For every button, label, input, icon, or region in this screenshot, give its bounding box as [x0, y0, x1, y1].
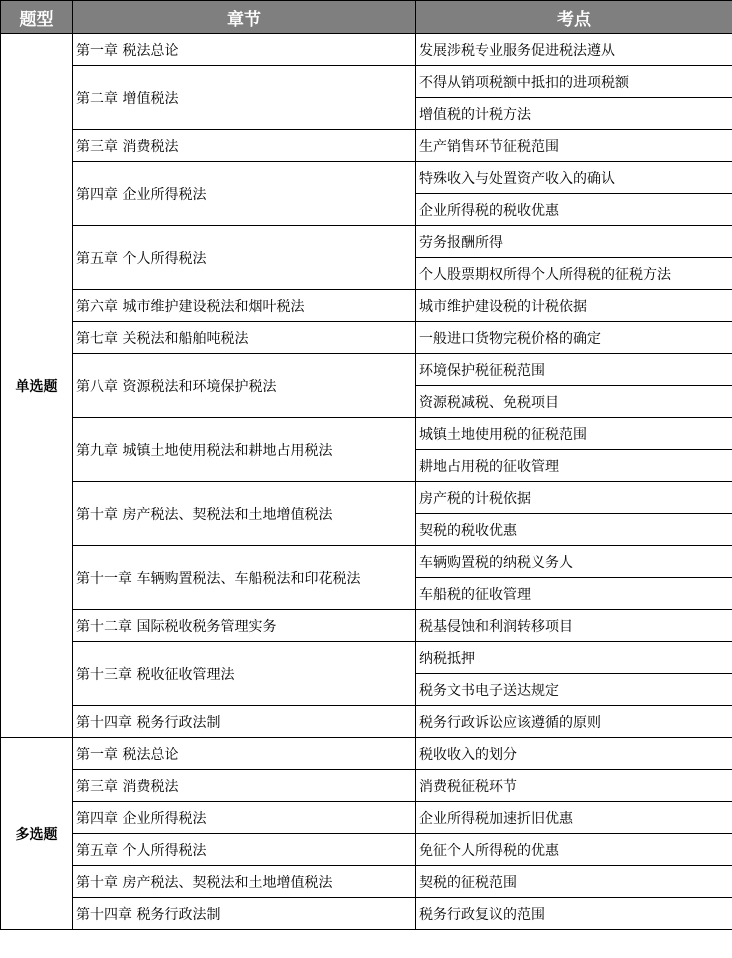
chapter-cell: 第十一章 车辆购置税法、车船税法和印花税法 — [73, 546, 416, 610]
point-cell: 生产销售环节征税范围 — [416, 130, 732, 162]
chapter-cell: 第十四章 税务行政法制 — [73, 706, 416, 738]
table-row — [1, 34, 732, 66]
point-cell: 资源税减税、免税项目 — [416, 386, 732, 418]
chapter-cell: 第十二章 国际税收税务管理实务 — [73, 610, 416, 642]
chapter-cell: 第十三章 税收征收管理法 — [73, 642, 416, 706]
point-cell: 税收收入的划分 — [416, 738, 732, 770]
chapter-cell: 第六章 城市维护建设税法和烟叶税法 — [73, 290, 416, 322]
chapter-cell: 第四章 企业所得税法 — [73, 162, 416, 226]
header-chapter: 章节 — [73, 1, 416, 34]
chapter-cell: 第二章 增值税法 — [73, 66, 416, 130]
point-cell: 城镇土地使用税的征税范围 — [416, 418, 732, 450]
point-cell: 环境保护税征税范围 — [416, 354, 732, 386]
point-cell: 房产税的计税依据 — [416, 482, 732, 514]
point-cell: 免征个人所得税的优惠 — [416, 834, 732, 866]
table-row — [1, 130, 732, 162]
header-point: 考点 — [416, 1, 732, 34]
chapter-cell: 第三章 消费税法 — [73, 130, 416, 162]
point-cell: 企业所得税加速折旧优惠 — [416, 802, 732, 834]
table-row — [1, 738, 732, 770]
table-row — [1, 610, 732, 642]
point-cell: 消费税征税环节 — [416, 770, 732, 802]
point-cell: 劳务报酬所得 — [416, 226, 732, 258]
point-cell: 发展涉税专业服务促进税法遵从 — [416, 34, 732, 66]
point-cell: 不得从销项税额中抵扣的进项税额 — [416, 66, 732, 98]
point-cell: 车辆购置税的纳税义务人 — [416, 546, 732, 578]
table-row — [1, 226, 732, 258]
point-cell: 增值税的计税方法 — [416, 98, 732, 130]
point-cell: 纳税抵押 — [416, 642, 732, 674]
chapter-cell: 第十章 房产税法、契税法和土地增值税法 — [73, 866, 416, 898]
point-cell: 税务行政复议的范围 — [416, 898, 732, 930]
question-type-single: 单选题 — [1, 34, 73, 738]
chapter-cell: 第七章 关税法和船舶吨税法 — [73, 322, 416, 354]
table-row — [1, 290, 732, 322]
table-row — [1, 866, 732, 898]
chapter-cell: 第四章 企业所得税法 — [73, 802, 416, 834]
table-row — [1, 162, 732, 194]
table-row — [1, 834, 732, 866]
question-type-multiple: 多选题 — [1, 738, 73, 930]
chapter-cell: 第十四章 税务行政法制 — [73, 898, 416, 930]
table-row — [1, 418, 732, 450]
point-cell: 契税的征税范围 — [416, 866, 732, 898]
point-cell: 税务行政诉讼应该遵循的原则 — [416, 706, 732, 738]
table-body — [1, 34, 732, 930]
table-row — [1, 546, 732, 578]
table-row — [1, 898, 732, 930]
table-row — [1, 354, 732, 386]
table-row — [1, 706, 732, 738]
table-row — [1, 482, 732, 514]
chapter-cell: 第九章 城镇土地使用税法和耕地占用税法 — [73, 418, 416, 482]
header-row — [1, 1, 732, 34]
point-cell: 城市维护建设税的计税依据 — [416, 290, 732, 322]
chapter-cell: 第五章 个人所得税法 — [73, 834, 416, 866]
header-type: 题型 — [1, 1, 73, 34]
table-row — [1, 770, 732, 802]
table-row — [1, 322, 732, 354]
point-cell: 税基侵蚀和利润转移项目 — [416, 610, 732, 642]
table-row — [1, 642, 732, 674]
chapter-cell: 第五章 个人所得税法 — [73, 226, 416, 290]
point-cell: 车船税的征收管理 — [416, 578, 732, 610]
chapter-cell: 第八章 资源税法和环境保护税法 — [73, 354, 416, 418]
point-cell: 个人股票期权所得个人所得税的征税方法 — [416, 258, 732, 290]
chapter-cell: 第十章 房产税法、契税法和土地增值税法 — [73, 482, 416, 546]
table-row — [1, 802, 732, 834]
chapter-cell: 第一章 税法总论 — [73, 738, 416, 770]
point-cell: 特殊收入与处置资产收入的确认 — [416, 162, 732, 194]
chapter-cell: 第一章 税法总论 — [73, 34, 416, 66]
table-row — [1, 66, 732, 98]
point-cell: 税务文书电子送达规定 — [416, 674, 732, 706]
point-cell: 企业所得税的税收优惠 — [416, 194, 732, 226]
point-cell: 耕地占用税的征收管理 — [416, 450, 732, 482]
point-cell: 一般进口货物完税价格的确定 — [416, 322, 732, 354]
chapter-cell: 第三章 消费税法 — [73, 770, 416, 802]
point-cell: 契税的税收优惠 — [416, 514, 732, 546]
